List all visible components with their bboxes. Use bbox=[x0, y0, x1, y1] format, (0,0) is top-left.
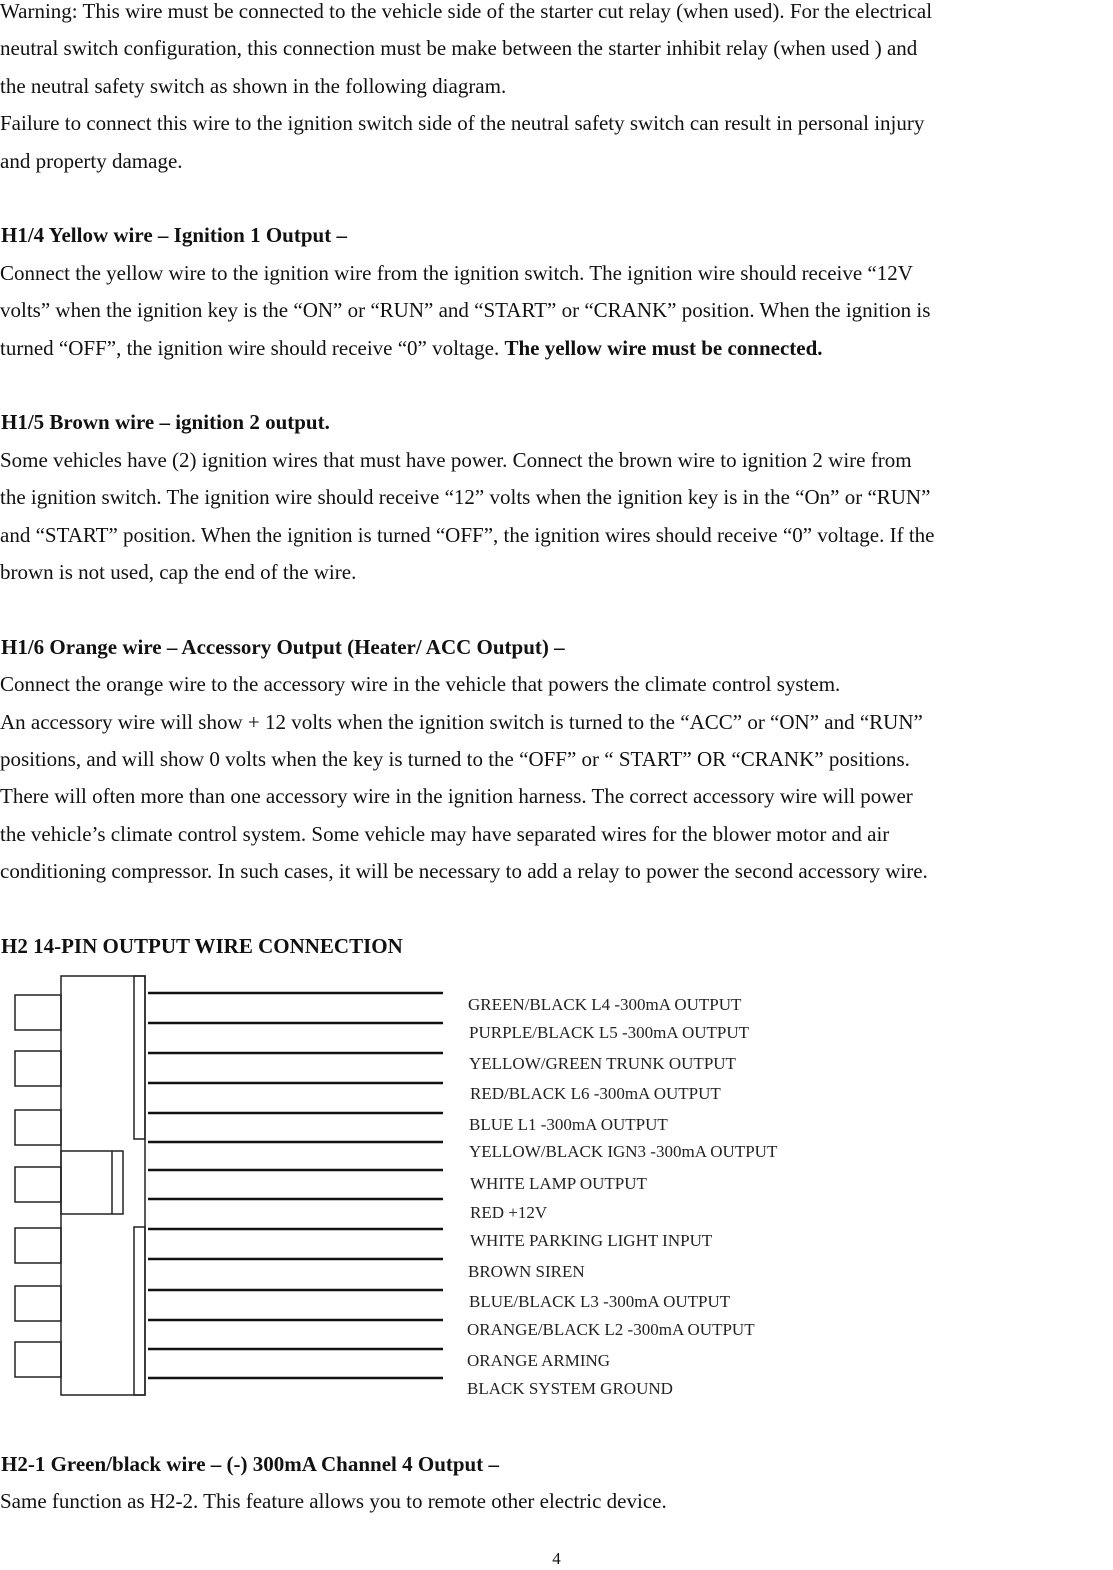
connector-latch-upper bbox=[134, 976, 145, 1139]
warning-line: and property damage. bbox=[0, 148, 183, 173]
lower-text-block bbox=[0, 1446, 1113, 1521]
wire-label: RED/BLACK L6 -300mA OUTPUT bbox=[470, 1084, 721, 1103]
wire-label: WHITE LAMP OUTPUT bbox=[470, 1174, 647, 1193]
connector-pin bbox=[15, 1286, 61, 1321]
wire-label: BLACK SYSTEM GROUND bbox=[467, 1379, 673, 1398]
connector-pin bbox=[15, 1342, 61, 1377]
connector-pin bbox=[15, 995, 61, 1030]
h1-6-line: positions, and will show 0 volts when the key is turned to the “OFF” or “ START” OR “CRANK” positions. bbox=[0, 747, 910, 772]
wire-label: YELLOW/GREEN TRUNK OUTPUT bbox=[469, 1054, 736, 1073]
wire-label: ORANGE ARMING bbox=[467, 1351, 611, 1370]
h1-5-line: brown is not used, cap the end of the wire. bbox=[0, 560, 357, 585]
warning-line: Failure to connect this wire to the ignition switch side of the neutral safety switch can result in personal injury bbox=[0, 111, 925, 136]
h1-5-line: the ignition switch. The ignition wire should receive “12” volts when the ignition key is in the “On” or “RUN” bbox=[0, 485, 931, 510]
h1-4-bold-note: The yellow wire must be connected. bbox=[504, 335, 823, 360]
wire-label: GREEN/BLACK L4 -300mA OUTPUT bbox=[468, 995, 742, 1014]
wire-label: ORANGE/BLACK L2 -300mA OUTPUT bbox=[467, 1320, 755, 1339]
warning-line: neutral switch configuration, this connection must be make between the starter inhibit relay (when used ) and bbox=[0, 36, 918, 61]
h2-1-heading: H2-1 Green/black wire – (-) 300mA Channel 4 Output – bbox=[1, 1452, 499, 1476]
wire-label: PURPLE/BLACK L5 -300mA OUTPUT bbox=[469, 1023, 750, 1042]
connector-pin bbox=[15, 1051, 61, 1086]
warning-line: the neutral safety switch as shown in the following diagram. bbox=[0, 73, 507, 98]
h1-4-line-last bbox=[0, 330, 1113, 367]
connector-latch-lower bbox=[134, 1227, 145, 1395]
h1-4-line: volts” when the ignition key is the “ON” or “RUN” and “START” or “CRANK” position. When the ignition is bbox=[0, 298, 931, 323]
wire-label: YELLOW/BLACK IGN3 -300mA OUTPUT bbox=[469, 1142, 778, 1161]
h1-4-line: Connect the yellow wire to the ignition wire from the ignition switch. The ignition wire should receive “12V bbox=[0, 260, 913, 285]
connector-body bbox=[61, 976, 145, 1395]
h1-6-line: There will often more than one accessory wire in the ignition harness. The correct accessory wire will power bbox=[0, 784, 913, 809]
h1-6-line: Connect the orange wire to the accessory wire in the vehicle that powers the climate control system. bbox=[0, 672, 841, 697]
h1-5-line: Some vehicles have (2) ignition wires that must have power. Connect the brown wire to ignition 2 wire from bbox=[0, 447, 912, 472]
h1-5-heading: H1/5 Brown wire – ignition 2 output. bbox=[1, 410, 330, 435]
h2-connector-diagram bbox=[0, 960, 900, 1400]
h1-5-line: and “START” position. When the ignition is turned “OFF”, the ignition wires should receive “0” voltage. If the bbox=[0, 522, 935, 547]
wire-label: WHITE PARKING LIGHT INPUT bbox=[470, 1231, 713, 1250]
wire-label: BLUE L1 -300mA OUTPUT bbox=[469, 1115, 668, 1134]
connector-pin bbox=[15, 1110, 61, 1145]
connector-pin bbox=[15, 1228, 61, 1263]
h2-heading: H2 14-PIN OUTPUT WIRE CONNECTION bbox=[1, 934, 403, 959]
h1-4-last-text: turned “OFF”, the ignition wire should receive “0” voltage. bbox=[0, 335, 505, 360]
wire-label: RED +12V bbox=[470, 1203, 548, 1222]
connector-key bbox=[61, 1151, 123, 1214]
h2-1-line: Same function as H2-2. This feature allows you to remote other electric device. bbox=[0, 1489, 667, 1514]
wire-label: BLUE/BLACK L3 -300mA OUTPUT bbox=[469, 1292, 731, 1311]
h1-6-line: An accessory wire will show + 12 volts when the ignition switch is turned to the “ACC” or “ON” and “RUN” bbox=[0, 709, 923, 734]
page-number: 4 bbox=[552, 1549, 561, 1568]
warning-line: Warning: This wire must be connected to the vehicle side of the starter cut relay (when used). For the electrical bbox=[0, 0, 933, 23]
wire-label: BROWN SIREN bbox=[468, 1262, 585, 1281]
h1-6-heading: H1/6 Orange wire – Accessory Output (Heater/ ACC Output) – bbox=[1, 634, 565, 659]
h1-6-line: the vehicle’s climate control system. Some vehicle may have separated wires for the blower motor and air bbox=[0, 821, 890, 846]
h1-6-line: conditioning compressor. In such cases, it will be necessary to add a relay to power the second accessory wire. bbox=[0, 859, 928, 884]
h1-4-heading: H1/4 Yellow wire – Ignition 1 Output – bbox=[1, 223, 347, 248]
connector-pin bbox=[15, 1167, 61, 1202]
